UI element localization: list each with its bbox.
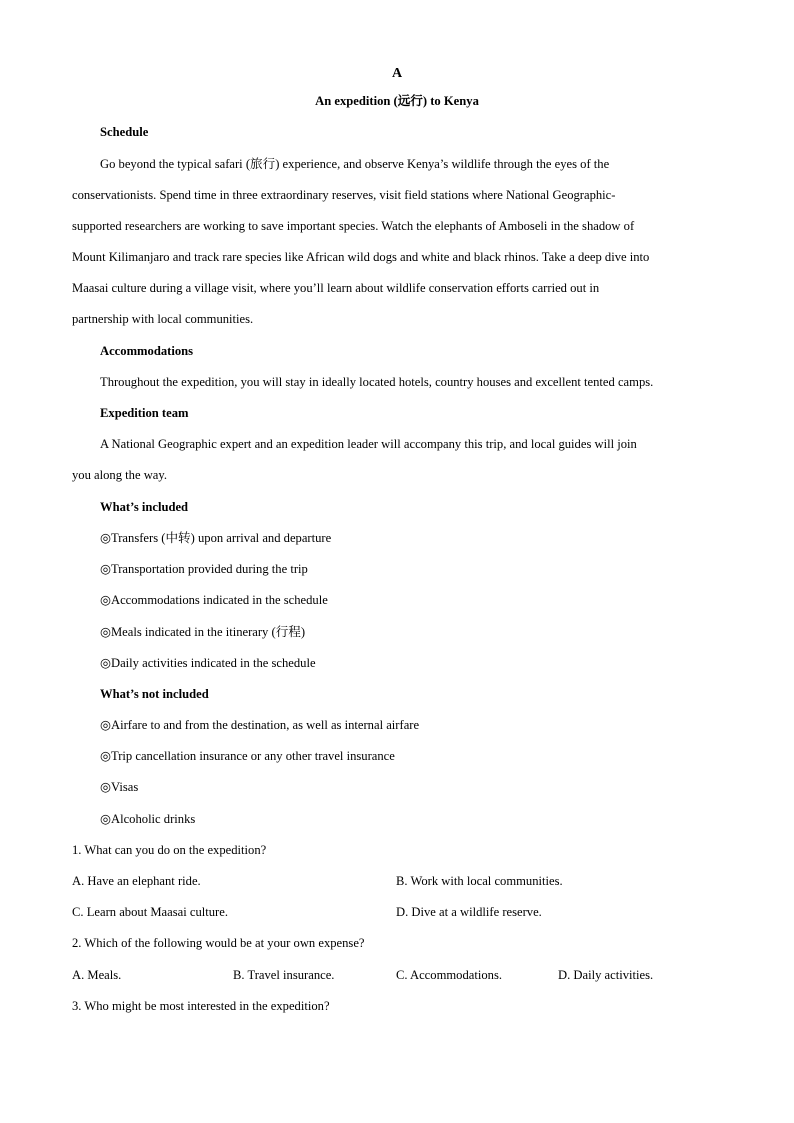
not-included-item: ◎Visas: [100, 780, 139, 794]
not-included-item: ◎Trip cancellation insurance or any other travel insurance: [100, 749, 395, 763]
team-line: you along the way.: [72, 468, 168, 482]
schedule-line: conservationists. Spend time in three extraordinary reserves, visit field stations where National Geographic-: [72, 188, 616, 202]
question-2-option-b: B. Travel insurance.: [233, 968, 335, 982]
team-line: A National Geographic expert and an expedition leader will accompany this trip, and local guides will join: [100, 437, 637, 451]
not-included-item: ◎Airfare to and from the destination, as well as internal airfare: [100, 718, 420, 732]
question-3-stem: 3. Who might be most interested in the expedition?: [72, 999, 330, 1013]
question-2-option-c: C. Accommodations.: [396, 968, 502, 982]
schedule-line: Mount Kilimanjaro and track rare species like African wild dogs and white and black rhinos. Take a deep dive into: [72, 250, 650, 264]
included-item: ◎Daily activities indicated in the schedule: [100, 656, 316, 670]
question-1-option-a: A. Have an elephant ride.: [72, 874, 201, 888]
question-1-option-d: D. Dive at a wildlife reserve.: [396, 905, 542, 919]
not-included-item: ◎Alcoholic drinks: [100, 812, 196, 826]
schedule-line: Maasai culture during a village visit, where you’ll learn about wildlife conservation efforts carried out in: [72, 281, 600, 295]
question-1-stem: 1. What can you do on the expedition?: [72, 843, 267, 857]
schedule-line: Go beyond the typical safari (旅行) experience, and observe Kenya’s wildlife through the eyes of the: [100, 157, 610, 171]
schedule-line: supported researchers are working to save important species. Watch the elephants of Amboseli in the shadow of: [72, 219, 635, 233]
question-2-stem: 2. Which of the following would be at your own expense?: [72, 936, 365, 950]
accommodations-text: Throughout the expedition, you will stay in ideally located hotels, country houses and excellent tented camps.: [100, 375, 654, 389]
question-1-option-b: B. Work with local communities.: [396, 874, 563, 888]
question-2-option-a: A. Meals.: [72, 968, 122, 982]
question-1-option-c: C. Learn about Maasai culture.: [72, 905, 228, 919]
passage-title: An expedition (远行) to Kenya: [315, 94, 479, 108]
schedule-line: partnership with local communities.: [72, 312, 254, 326]
included-heading: What’s included: [100, 500, 189, 514]
question-2-option-d: D. Daily activities.: [558, 968, 654, 982]
included-item: ◎Meals indicated in the itinerary (行程): [100, 625, 306, 639]
included-item: ◎Transportation provided during the trip: [100, 562, 308, 576]
accommodations-heading: Accommodations: [100, 344, 194, 358]
schedule-heading: Schedule: [100, 125, 149, 139]
passage-letter: A: [391, 66, 403, 81]
team-heading: Expedition team: [100, 406, 189, 420]
included-item: ◎Transfers (中转) upon arrival and departure: [100, 531, 332, 545]
included-item: ◎Accommodations indicated in the schedule: [100, 593, 328, 607]
not-included-heading: What’s not included: [100, 687, 209, 701]
